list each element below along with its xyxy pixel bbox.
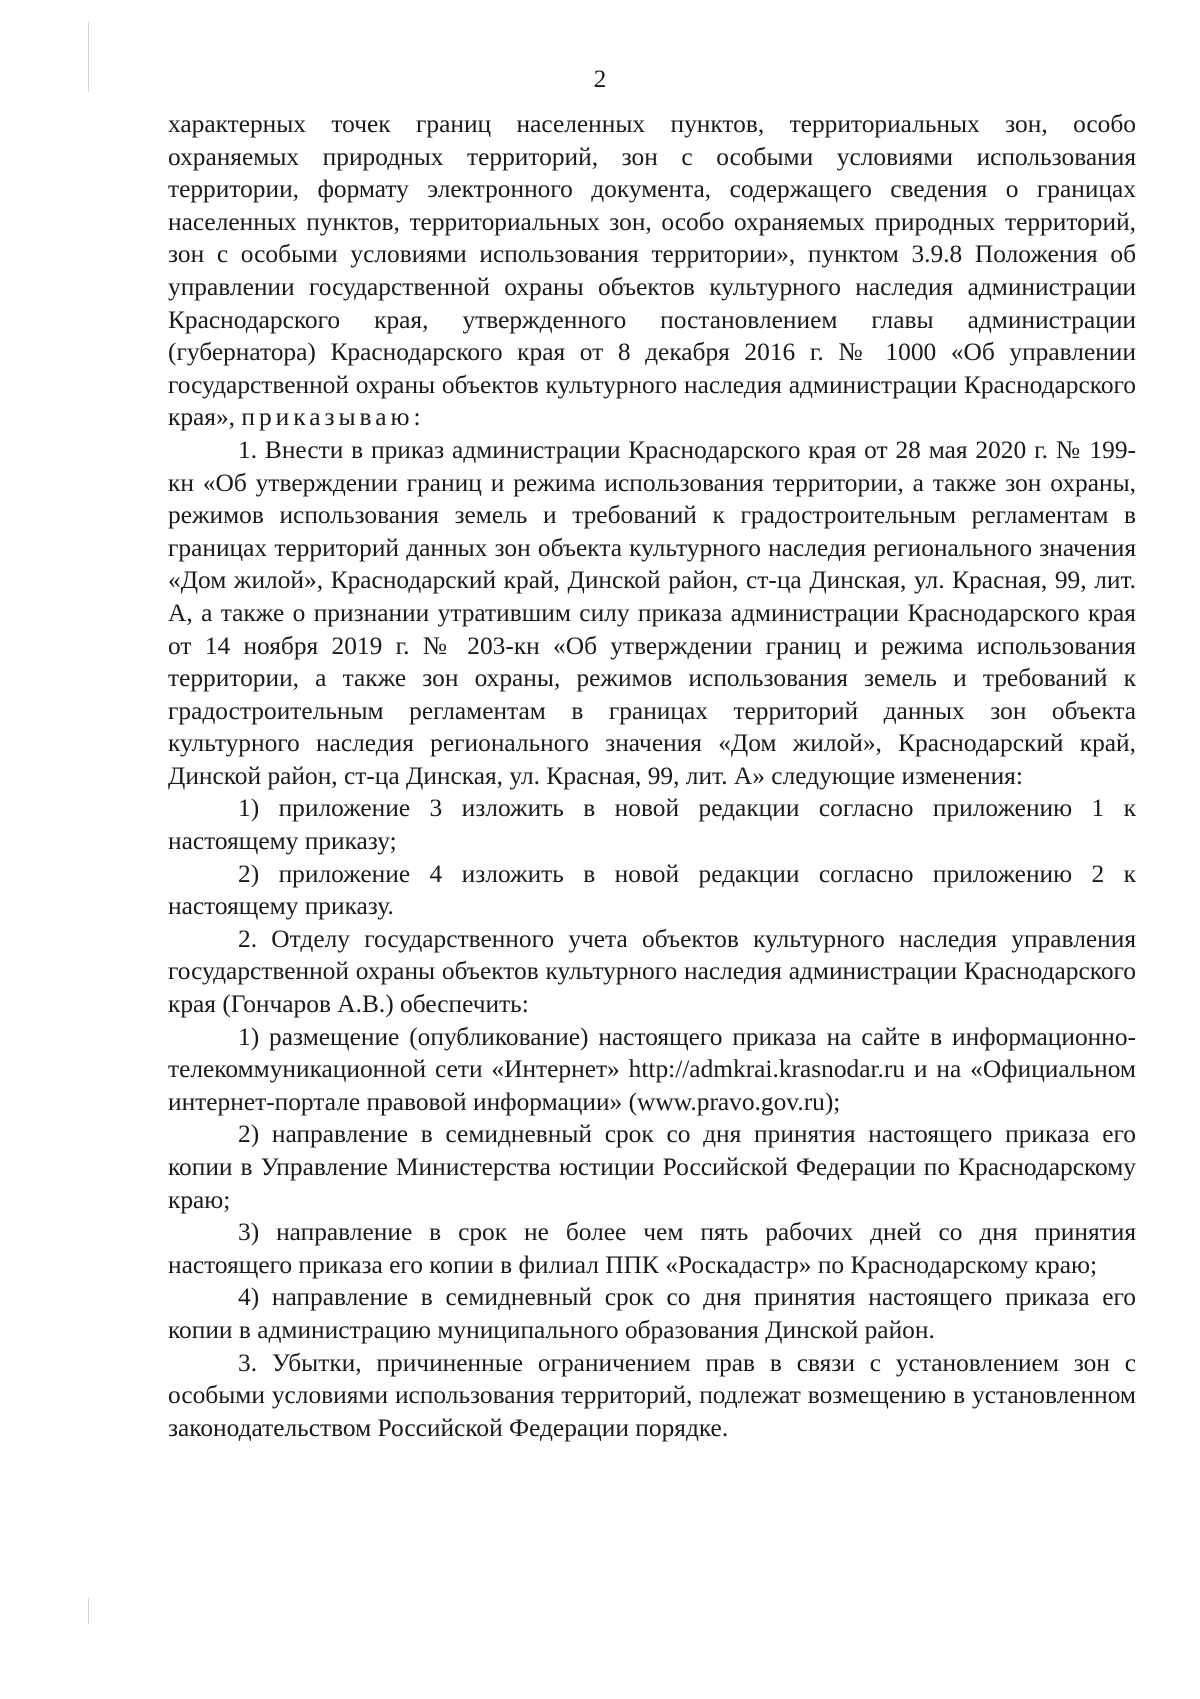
preamble-text: характерных точек границ населенных пунктов, территориальных зон, особо охраняемых природных территорий, зон с особыми условиями использования территории, формату электронного документа, содержащего сведения о границах населенных пунктов, территориальных зон, особо охраняемых природных территорий, зон с особыми условиями использования территории», пунктом 3.9.8 Положения об управлении государственной охраны объектов культурного наследия администрации Краснодарского края, утвержденного постановлением главы администрации (губернатора) Краснодарского края от 8 декабря 2016 г. № 1000 «Об управлении государственной охраны объектов культурного наследия администрации Краснодарского края», <box>168 110 1136 432</box>
document-body <box>168 108 1136 1444</box>
paragraph-item-2-1: 1) размещение (опубликование) настоящего приказа на сайте в информационно-телекоммуникационной сети «Интернет» http://admkrai.krasnodar.ru и на «Официальном интернет-портале правовой информации» (www.pravo.gov.ru); <box>168 1022 1136 1116</box>
paragraph-item-2: 2. Отделу государственного учета объектов культурного наследия управления государственной охраны объектов культурного наследия администрации Краснодарского края (Гончаров А.В.) обеспечить: <box>168 924 1136 1019</box>
page-number: 2 <box>593 66 607 93</box>
paragraph-preamble <box>168 108 1136 434</box>
paragraph-item-3: 3. Убытки, причиненные ограничением прав в связи с установлением зон с особыми условиями использования территорий, подлежат возмещению в установленном законодательством Российской Федерации порядке. <box>168 1348 1136 1442</box>
order-keyword: приказываю: <box>241 403 425 432</box>
paragraph-item-1: 1. Внести в приказ администрации Краснодарского края от 28 мая 2020 г. № 199-кн «Об утверждении границ и режима использования территории, а также зон охраны, режимов использования земель и требований к градостроительным регламентам в границах территорий данных зон объекта культурного наследия регионального значения «Дом жилой», Краснодарский край, Динской район, ст-ца Динская, ул. Красная, 99, лит. А, а также о признании утратившим силу приказа администрации Краснодарского края от 14 ноября 2019 г. № 203-кн «Об утверждении границ и режима использования территории, а также зон охраны, режимов использования земель и требований к градостроительным регламентам в границах территорий данных зон объекта культурного наследия регионального значения «Дом жилой», Краснодарский край, Динской район, ст-ца Динская, ул. Красная, 99, лит. А» следующие изменения: <box>168 435 1136 790</box>
paragraph-item-2-2: 2) направление в семидневный срок со дня принятия настоящего приказа его копии в Управление Министерства юстиции Российской Федерации по Краснодарскому краю; <box>168 1120 1136 1214</box>
paragraph-item-2-3: 3) направление в срок не более чем пять рабочих дней со дня принятия настоящего приказа его копии в филиал ППК «Роскадастр» по Краснодарскому краю; <box>168 1218 1136 1279</box>
scan-margin-line-bottom <box>88 1598 89 1624</box>
paragraph-item-1-2: 2) приложение 4 изложить в новой редакции согласно приложению 2 к настоящему приказу. <box>168 859 1136 921</box>
paragraph-item-1-1: 1) приложение 3 изложить в новой редакции согласно приложению 1 к настоящему приказу; <box>168 794 1136 856</box>
paragraph-item-2-4: 4) направление в семидневный срок со дня принятия настоящего приказа его копии в администрацию муниципального образования Динской район. <box>168 1283 1136 1344</box>
